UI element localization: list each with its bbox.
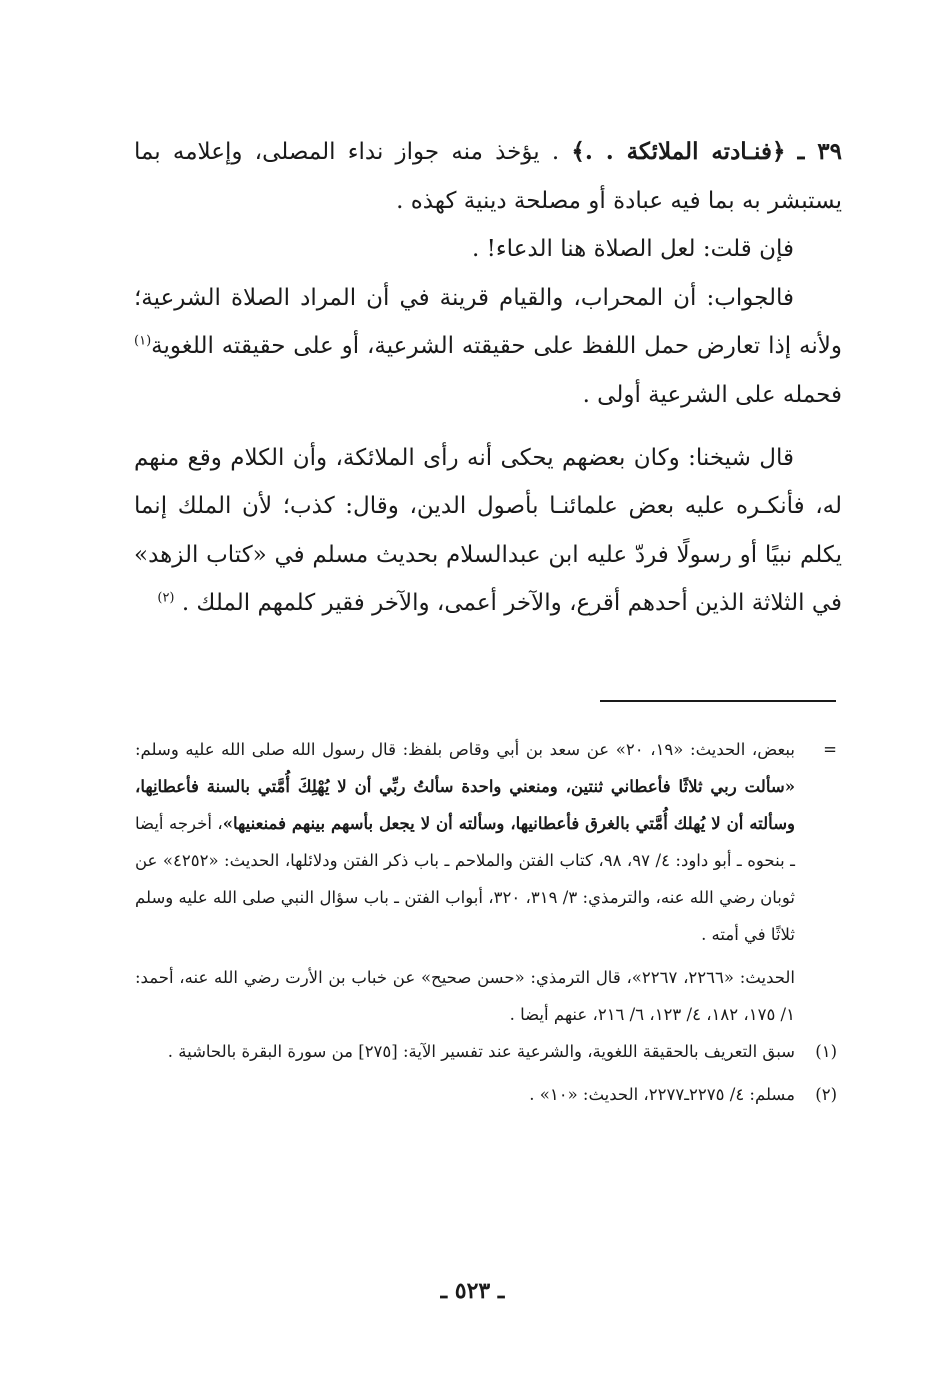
page-number: ـ ٥٢٣ ـ	[440, 1278, 505, 1304]
footnotes	[135, 731, 837, 1113]
answer-paragraph	[134, 274, 842, 420]
question-paragraph: فإن قلت: لعل الصلاة هنا الدعاء! .	[472, 236, 794, 263]
footnote-ref-1: (١)	[134, 333, 152, 349]
main-text	[134, 128, 842, 628]
footnote-2-marker: (٢)	[815, 1085, 837, 1104]
footnote-text-rest: ، أخرجه أيضا ـ بنحوه ـ أبو داود: ٤/ ٩٧، ٩٨، كتاب الفتن والملاحم ـ باب ذكر الفتن ودلائلها، الحديث: «٤٢٥٢» عن ثوبان رضي الله عنه، والترمذي: ٣/ ٣١٩، ٣٢٠، أبواب الفتن ـ باب سؤال النبي صلى الله عليه وسلم ثلاثًا في أمته .	[135, 814, 795, 944]
footnote-2	[135, 1076, 837, 1113]
continuation-marker: =	[823, 740, 837, 759]
footnote-separator	[600, 700, 836, 702]
hadith-quote: «سألت ربي ثلاثًا فأعطاني ثنتين، ومنعني واحدة سألتُ ربِّي أن لا يُهْلِكَ أُمَّتي بالسنة فأعطانِها، وسألته أن لا يُهلك أُمَّتي بالغرق فأعطانيها، وسألته أن لا يجعل بأسهم بينهم فمنعنيها»	[135, 777, 796, 833]
footnote-1	[135, 1033, 837, 1070]
paragraph-text: . يؤخذ منه جواز نداء المصلى، وإعلامه بما يستبشر به بما فيه عبادة أو مصلحة دينية كهذه .	[134, 139, 842, 214]
answer-text: فالجواب: أن المحراب، والقيام قرينة في أن المراد الصلاة الشرعية؛ ولأنه إذا تعارض حمل اللفظ على حقيقته الشرعية، أو على حقيقته اللغوية	[134, 284, 842, 360]
footnote-1-marker: (١)	[815, 1042, 837, 1061]
answer-text-end: فحمله على الشرعية أولى .	[582, 381, 842, 408]
footnote-continuation-text	[135, 731, 795, 953]
verse-heading: ﴿فنـادته الملائكة . .﴾	[571, 138, 786, 165]
footnote-2-text: مسلم: ٤/ ٢٢٧٥ـ٢٢٧٧، الحديث: «١٠» .	[529, 1085, 795, 1104]
footnote-continuation-second: الحديث: «٢٢٦٦، ٢٢٦٧»، قال الترمذي: «حسن صحيح» عن خباب بن الأرت رضي الله عنه، أحمد: ١/ ١٧٥، ١٨٢، ٤/ ١٢٣، ٦/ ٢١٦، عنهم أيضا .	[135, 968, 795, 1024]
footnote-ref-2: (٢)	[157, 590, 175, 606]
footnote-continuation	[135, 731, 837, 1033]
item-number: ٣٩ ـ	[797, 138, 842, 165]
footnote-text: ببعض، الحديث: «١٩، ٢٠» عن سعد بن أبي وقاص بلفظ: قال رسول الله صلى الله عليه وسلم:	[135, 740, 795, 759]
sheikh-paragraph	[134, 434, 842, 628]
sheikh-text: قال شيخنا: وكان بعضهم يحكى أنه رأى الملائكة، وأن الكلام وقع منهم له، فأنكـره عليه بعض علمائنـا بأصول الدين، وقال: كذب؛ لأن الملك إنما يكلم نبيًا أو رسولًا فردّ عليه ابن عبدالسلام بحديث مسلم في «كتاب الزهد» في الثلاثة الذين أحدهم أقرع، والآخر أعمى، والآخر فقير كلمهم الملك .	[134, 444, 842, 617]
paragraph-39	[134, 128, 842, 225]
footnote-1-text: سبق التعريف بالحقيقة اللغوية، والشرعية عند تفسير الآية: [٢٧٥] من سورة البقرة بالحاشية .	[167, 1042, 795, 1061]
